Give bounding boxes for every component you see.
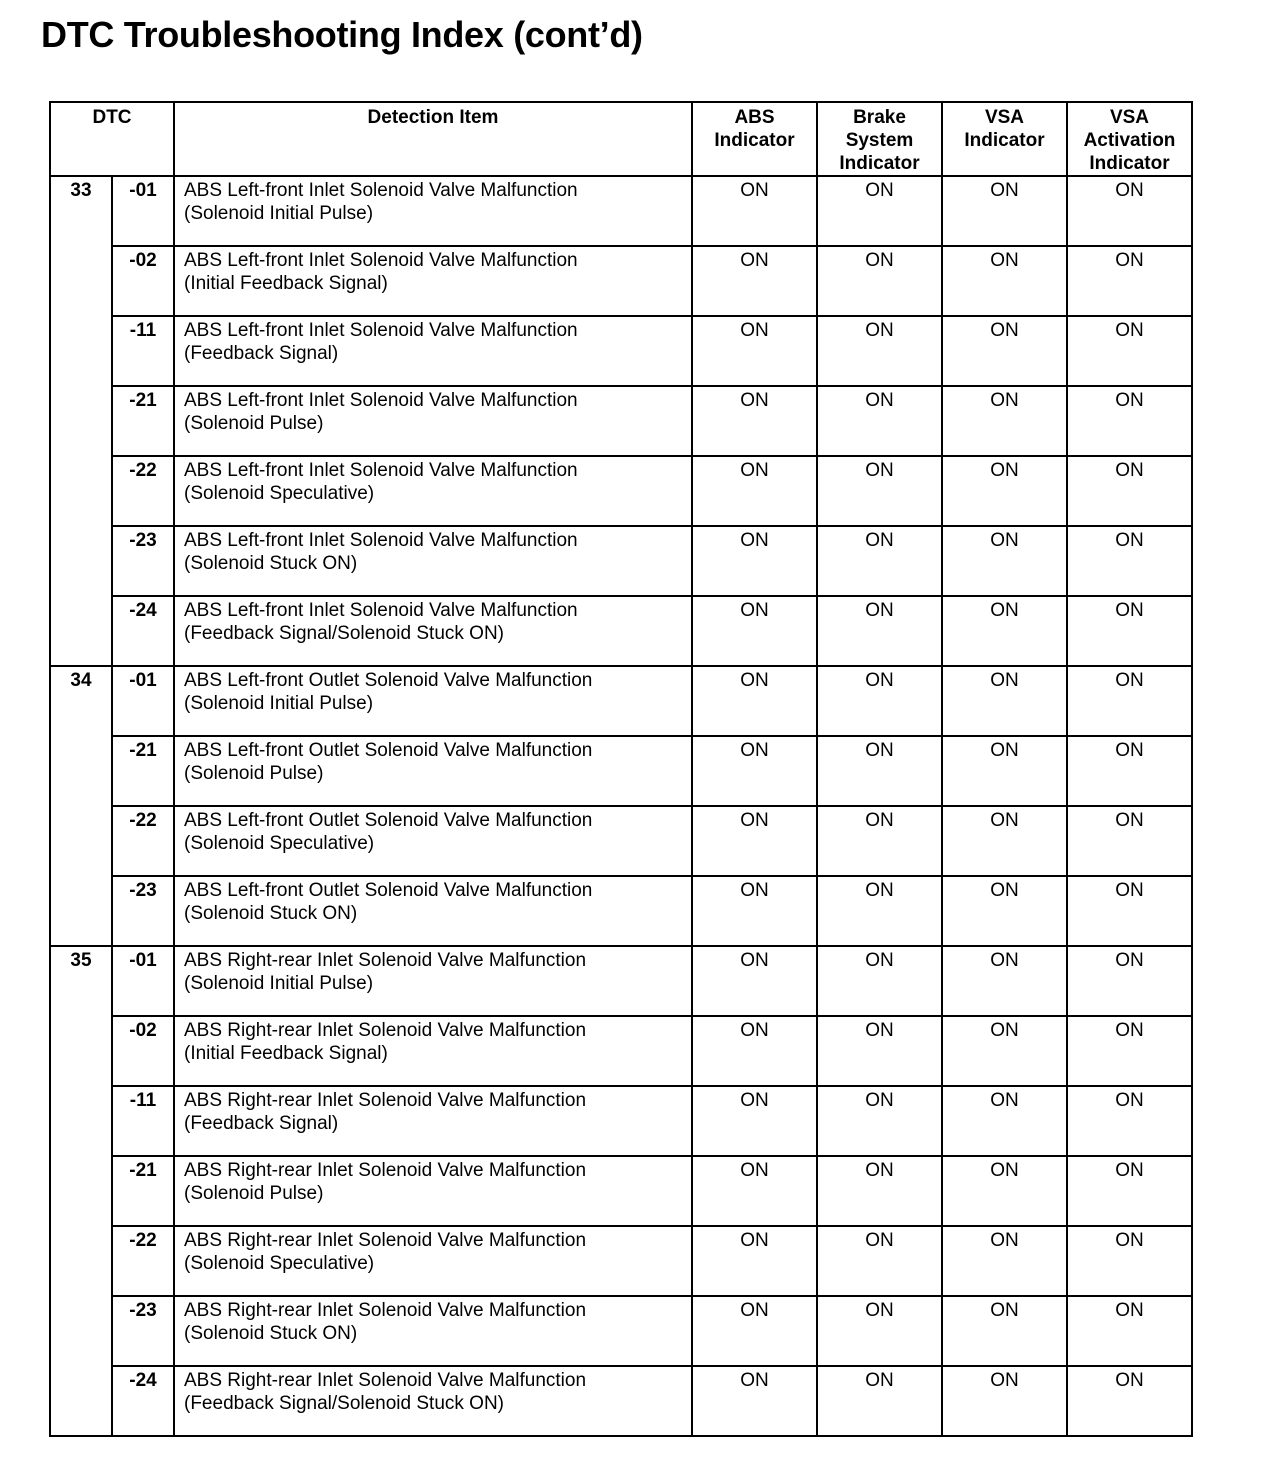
detection-item-detail: (Solenoid Initial Pulse) (184, 693, 374, 714)
abs-indicator-cell: ON (692, 386, 817, 456)
vsa-activation-indicator-cell: ON (1067, 316, 1192, 386)
brake-system-indicator-cell: ON (817, 316, 942, 386)
brake-system-indicator-cell: ON (817, 1366, 942, 1436)
detection-item-title: ABS Left-front Outlet Solenoid Valve Malfunction (184, 880, 593, 901)
vsa-activation-indicator-cell: ON (1067, 806, 1192, 876)
detection-item-title: ABS Left-front Inlet Solenoid Valve Malfunction (184, 180, 578, 201)
header-detection-item: Detection Item (174, 102, 692, 176)
detection-item-cell (174, 946, 692, 1016)
dtc-subcode-cell: -22 (112, 456, 174, 526)
detection-item-title: ABS Right-rear Inlet Solenoid Valve Malfunction (184, 1090, 587, 1111)
detection-item-detail: (Solenoid Initial Pulse) (184, 203, 374, 224)
brake-system-indicator-cell: ON (817, 666, 942, 736)
detection-item-title: ABS Left-front Inlet Solenoid Valve Malfunction (184, 600, 578, 621)
vsa-indicator-cell: ON (942, 1296, 1067, 1366)
detection-item-cell (174, 1016, 692, 1086)
vsa-activation-indicator-cell: ON (1067, 596, 1192, 666)
vsa-indicator-cell: ON (942, 386, 1067, 456)
detection-item-detail: (Feedback Signal/Solenoid Stuck ON) (184, 1393, 504, 1414)
vsa-indicator-cell: ON (942, 1366, 1067, 1436)
detection-item-title: ABS Left-front Outlet Solenoid Valve Malfunction (184, 740, 593, 761)
vsa-activation-indicator-cell: ON (1067, 386, 1192, 456)
header-vsa-indicator-line: VSA (984, 107, 1025, 128)
vsa-indicator-cell: ON (942, 876, 1067, 946)
dtc-subcode-cell: -02 (112, 246, 174, 316)
table-row (50, 1016, 1192, 1086)
header-vsa-activation-indicator (1067, 102, 1192, 176)
detection-item-detail: (Feedback Signal) (184, 1113, 339, 1134)
dtc-subcode-cell: -22 (112, 806, 174, 876)
brake-system-indicator-cell: ON (817, 386, 942, 456)
detection-item-detail: (Solenoid Pulse) (184, 1183, 324, 1204)
detection-item-cell (174, 1226, 692, 1296)
brake-system-indicator-cell: ON (817, 176, 942, 246)
detection-item-cell (174, 736, 692, 806)
brake-system-indicator-cell: ON (817, 456, 942, 526)
detection-item-title: ABS Left-front Outlet Solenoid Valve Malfunction (184, 810, 593, 831)
header-vsa-indicator-line: Indicator (964, 130, 1045, 151)
vsa-indicator-cell: ON (942, 1226, 1067, 1296)
vsa-indicator-cell: ON (942, 316, 1067, 386)
header-dtc: DTC (50, 102, 174, 176)
table-row (50, 176, 1192, 246)
detection-item-detail: (Feedback Signal/Solenoid Stuck ON) (184, 623, 504, 644)
table-row (50, 246, 1192, 316)
detection-item-detail: (Solenoid Speculative) (184, 833, 375, 854)
brake-system-indicator-cell: ON (817, 736, 942, 806)
table-row (50, 876, 1192, 946)
vsa-activation-indicator-cell: ON (1067, 1156, 1192, 1226)
header-brake-system-indicator-line: System (845, 130, 914, 151)
table-row (50, 736, 1192, 806)
table-body (50, 176, 1192, 1436)
dtc-subcode-cell: -11 (112, 1086, 174, 1156)
header-brake-system-indicator-line: Brake (853, 107, 906, 128)
brake-system-indicator-cell: ON (817, 1086, 942, 1156)
dtc-code-cell: 33 (50, 176, 112, 666)
header-brake-system-indicator (817, 102, 942, 176)
vsa-activation-indicator-cell: ON (1067, 246, 1192, 316)
header-vsa-activation-indicator-line: VSA (1109, 107, 1150, 128)
vsa-activation-indicator-cell: ON (1067, 946, 1192, 1016)
vsa-indicator-cell: ON (942, 246, 1067, 316)
detection-item-detail: (Initial Feedback Signal) (184, 273, 388, 294)
table-row (50, 456, 1192, 526)
detection-item-cell (174, 806, 692, 876)
table-row (50, 946, 1192, 1016)
detection-item-cell (174, 316, 692, 386)
vsa-indicator-cell: ON (942, 1086, 1067, 1156)
detection-item-title: ABS Left-front Outlet Solenoid Valve Malfunction (184, 670, 593, 691)
vsa-activation-indicator-cell: ON (1067, 736, 1192, 806)
vsa-activation-indicator-cell: ON (1067, 1226, 1192, 1296)
dtc-subcode-cell: -21 (112, 736, 174, 806)
vsa-indicator-cell: ON (942, 666, 1067, 736)
abs-indicator-cell: ON (692, 806, 817, 876)
dtc-subcode-cell: -11 (112, 316, 174, 386)
header-vsa-activation-indicator-line: Indicator (1089, 153, 1170, 174)
abs-indicator-cell: ON (692, 736, 817, 806)
detection-item-title: ABS Left-front Inlet Solenoid Valve Malfunction (184, 390, 578, 411)
detection-item-title: ABS Right-rear Inlet Solenoid Valve Malfunction (184, 1160, 587, 1181)
abs-indicator-cell: ON (692, 1086, 817, 1156)
detection-item-cell (174, 456, 692, 526)
abs-indicator-cell: ON (692, 876, 817, 946)
vsa-indicator-cell: ON (942, 456, 1067, 526)
header-abs-indicator (692, 102, 817, 176)
vsa-indicator-cell: ON (942, 526, 1067, 596)
page-title: DTC Troubleshooting Index (cont’d) (41, 14, 643, 55)
dtc-subcode-cell: -23 (112, 1296, 174, 1366)
abs-indicator-cell: ON (692, 456, 817, 526)
detection-item-title: ABS Left-front Inlet Solenoid Valve Malfunction (184, 320, 578, 341)
table-row (50, 1226, 1192, 1296)
abs-indicator-cell: ON (692, 1366, 817, 1436)
vsa-indicator-cell: ON (942, 1156, 1067, 1226)
vsa-indicator-cell: ON (942, 596, 1067, 666)
vsa-activation-indicator-cell: ON (1067, 1366, 1192, 1436)
table-row (50, 316, 1192, 386)
vsa-activation-indicator-cell: ON (1067, 1016, 1192, 1086)
table-row (50, 596, 1192, 666)
brake-system-indicator-cell: ON (817, 1156, 942, 1226)
abs-indicator-cell: ON (692, 1016, 817, 1086)
abs-indicator-cell: ON (692, 316, 817, 386)
vsa-activation-indicator-cell: ON (1067, 456, 1192, 526)
brake-system-indicator-cell: ON (817, 1296, 942, 1366)
detection-item-cell (174, 176, 692, 246)
table-row (50, 526, 1192, 596)
detection-item-cell (174, 1366, 692, 1436)
vsa-activation-indicator-cell: ON (1067, 876, 1192, 946)
table-row (50, 1156, 1192, 1226)
detection-item-title: ABS Left-front Inlet Solenoid Valve Malfunction (184, 460, 578, 481)
vsa-activation-indicator-cell: ON (1067, 666, 1192, 736)
detection-item-title: ABS Right-rear Inlet Solenoid Valve Malfunction (184, 950, 587, 971)
detection-item-cell (174, 246, 692, 316)
abs-indicator-cell: ON (692, 246, 817, 316)
brake-system-indicator-cell: ON (817, 246, 942, 316)
abs-indicator-cell: ON (692, 596, 817, 666)
vsa-activation-indicator-cell: ON (1067, 526, 1192, 596)
abs-indicator-cell: ON (692, 1296, 817, 1366)
vsa-activation-indicator-cell: ON (1067, 1296, 1192, 1366)
brake-system-indicator-cell: ON (817, 526, 942, 596)
header-abs-indicator-line: Indicator (714, 130, 795, 151)
detection-item-detail: (Solenoid Stuck ON) (184, 903, 358, 924)
detection-item-detail: (Solenoid Stuck ON) (184, 553, 358, 574)
brake-system-indicator-cell: ON (817, 806, 942, 876)
vsa-indicator-cell: ON (942, 806, 1067, 876)
dtc-subcode-cell: -01 (112, 666, 174, 736)
detection-item-cell (174, 1156, 692, 1226)
table-header-row (50, 102, 1192, 176)
detection-item-detail: (Solenoid Pulse) (184, 763, 324, 784)
dtc-subcode-cell: -21 (112, 1156, 174, 1226)
vsa-indicator-cell: ON (942, 946, 1067, 1016)
vsa-activation-indicator-cell: ON (1067, 176, 1192, 246)
dtc-subcode-cell: -23 (112, 526, 174, 596)
vsa-indicator-cell: ON (942, 1016, 1067, 1086)
brake-system-indicator-cell: ON (817, 1226, 942, 1296)
abs-indicator-cell: ON (692, 1156, 817, 1226)
detection-item-detail: (Initial Feedback Signal) (184, 1043, 388, 1064)
header-brake-system-indicator-line: Indicator (839, 153, 920, 174)
detection-item-title: ABS Left-front Inlet Solenoid Valve Malfunction (184, 250, 578, 271)
detection-item-title: ABS Right-rear Inlet Solenoid Valve Malfunction (184, 1020, 587, 1041)
header-vsa-indicator (942, 102, 1067, 176)
dtc-subcode-cell: -24 (112, 596, 174, 666)
header-abs-indicator-line: ABS (734, 107, 775, 128)
brake-system-indicator-cell: ON (817, 876, 942, 946)
vsa-indicator-cell: ON (942, 736, 1067, 806)
detection-item-detail: (Solenoid Initial Pulse) (184, 973, 374, 994)
detection-item-cell (174, 526, 692, 596)
dtc-subcode-cell: -21 (112, 386, 174, 456)
header-vsa-activation-indicator-line: Activation (1083, 130, 1176, 151)
detection-item-cell (174, 876, 692, 946)
vsa-indicator-cell: ON (942, 176, 1067, 246)
dtc-code-cell: 35 (50, 946, 112, 1436)
detection-item-cell (174, 1296, 692, 1366)
dtc-subcode-cell: -22 (112, 1226, 174, 1296)
detection-item-cell (174, 1086, 692, 1156)
detection-item-title: ABS Right-rear Inlet Solenoid Valve Malfunction (184, 1230, 587, 1251)
detection-item-cell (174, 596, 692, 666)
detection-item-cell (174, 386, 692, 456)
detection-item-detail: (Solenoid Speculative) (184, 483, 375, 504)
table-row (50, 1366, 1192, 1436)
vsa-activation-indicator-cell: ON (1067, 1086, 1192, 1156)
detection-item-detail: (Solenoid Pulse) (184, 413, 324, 434)
detection-item-detail: (Solenoid Stuck ON) (184, 1323, 358, 1344)
abs-indicator-cell: ON (692, 666, 817, 736)
detection-item-title: ABS Right-rear Inlet Solenoid Valve Malfunction (184, 1300, 587, 1321)
dtc-subcode-cell: -01 (112, 946, 174, 1016)
table-row (50, 1086, 1192, 1156)
abs-indicator-cell: ON (692, 1226, 817, 1296)
brake-system-indicator-cell: ON (817, 1016, 942, 1086)
table-row (50, 386, 1192, 456)
abs-indicator-cell: ON (692, 176, 817, 246)
brake-system-indicator-cell: ON (817, 946, 942, 1016)
table-row (50, 806, 1192, 876)
dtc-subcode-cell: -02 (112, 1016, 174, 1086)
table-row (50, 666, 1192, 736)
detection-item-detail: (Solenoid Speculative) (184, 1253, 375, 1274)
dtc-index-table (49, 101, 1193, 1437)
detection-item-title: ABS Left-front Inlet Solenoid Valve Malfunction (184, 530, 578, 551)
table-row (50, 1296, 1192, 1366)
abs-indicator-cell: ON (692, 526, 817, 596)
brake-system-indicator-cell: ON (817, 596, 942, 666)
dtc-subcode-cell: -23 (112, 876, 174, 946)
detection-item-title: ABS Right-rear Inlet Solenoid Valve Malfunction (184, 1370, 587, 1391)
abs-indicator-cell: ON (692, 946, 817, 1016)
dtc-code-cell: 34 (50, 666, 112, 946)
dtc-subcode-cell: -01 (112, 176, 174, 246)
detection-item-cell (174, 666, 692, 736)
detection-item-detail: (Feedback Signal) (184, 343, 339, 364)
dtc-subcode-cell: -24 (112, 1366, 174, 1436)
